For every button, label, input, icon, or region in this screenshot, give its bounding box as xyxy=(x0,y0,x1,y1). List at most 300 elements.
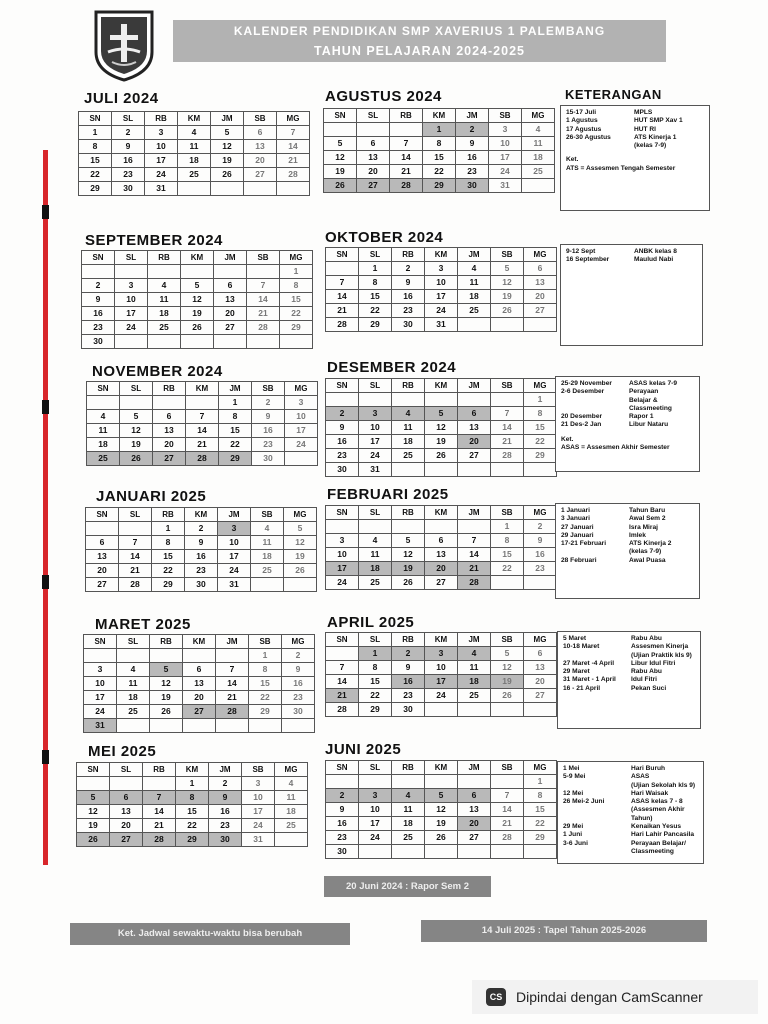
calendar-day xyxy=(216,719,249,733)
calendar-day: 29 xyxy=(176,833,209,847)
note-event: Awal Sem 2 xyxy=(629,515,666,523)
calendar-day: 21 xyxy=(216,691,249,705)
calendar-oktober xyxy=(325,247,557,332)
calendar-day: 26 xyxy=(491,689,524,703)
calendar-day: 3 xyxy=(285,396,318,410)
day-header: RB xyxy=(392,633,425,647)
note-line xyxy=(563,635,695,643)
calendar-day: 23 xyxy=(185,564,218,578)
calendar-day: 12 xyxy=(392,548,425,562)
calendar-day: 7 xyxy=(491,789,524,803)
calendar-day xyxy=(491,775,524,789)
calendar-day xyxy=(82,265,115,279)
calendar-day xyxy=(458,463,491,477)
calendar-day: 24 xyxy=(115,321,148,335)
note-event: Classmeeting xyxy=(631,847,674,855)
calendar-day xyxy=(247,265,280,279)
calendar-day: 5 xyxy=(77,791,110,805)
day-header: KM xyxy=(176,763,209,777)
calendar-day: 17 xyxy=(425,290,458,304)
day-header: SL xyxy=(357,109,390,123)
calendar-day: 4 xyxy=(275,777,308,791)
note-event: Rabu Abu xyxy=(631,668,662,676)
calendar-day: 19 xyxy=(181,307,214,321)
calendar-day: 13 xyxy=(458,421,491,435)
calendar-day: 20 xyxy=(425,562,458,576)
note-line xyxy=(561,380,694,388)
note-line xyxy=(566,142,704,150)
calendar-day: 5 xyxy=(181,279,214,293)
calendar-day: 4 xyxy=(251,522,284,536)
calendar-day: 8 xyxy=(219,410,252,424)
note-line xyxy=(561,540,694,548)
calendar-day: 29 xyxy=(524,449,557,463)
calendar-day: 12 xyxy=(324,151,357,165)
note-date xyxy=(561,397,629,405)
note-line xyxy=(563,848,698,856)
day-header: MG xyxy=(275,763,308,777)
calendar-day: 12 xyxy=(150,677,183,691)
calendar-day xyxy=(524,318,557,332)
day-header: SB xyxy=(244,112,277,126)
calendar-day: 23 xyxy=(326,449,359,463)
day-header: SB xyxy=(247,251,280,265)
calendar-day: 15 xyxy=(79,154,112,168)
calendar-day: 15 xyxy=(219,424,252,438)
calendar-day xyxy=(280,335,313,349)
calendar-day: 18 xyxy=(275,805,308,819)
calendar-day: 23 xyxy=(392,304,425,318)
calendar-day: 15 xyxy=(359,290,392,304)
calendar-day: 7 xyxy=(326,661,359,675)
note-date: 1 Januari xyxy=(561,507,590,514)
calendar-day: 18 xyxy=(392,435,425,449)
calendar-day: 11 xyxy=(392,803,425,817)
calendar-day: 19 xyxy=(491,675,524,689)
calendar-day: 13 xyxy=(86,550,119,564)
calendar-day: 19 xyxy=(150,691,183,705)
note-line xyxy=(563,643,695,651)
calendar-day xyxy=(183,649,216,663)
note-event: ASAS xyxy=(631,773,650,781)
calendar-day: 31 xyxy=(218,578,251,592)
calendar-day: 15 xyxy=(176,805,209,819)
calendar-day xyxy=(119,522,152,536)
day-header: SN xyxy=(87,382,120,396)
calendar-day: 2 xyxy=(252,396,285,410)
day-header: MG xyxy=(524,248,557,262)
calendar-day: 29 xyxy=(249,705,282,719)
day-header: SL xyxy=(359,379,392,393)
day-header: JM xyxy=(219,382,252,396)
calendar-day xyxy=(214,335,247,349)
day-header: MG xyxy=(524,379,557,393)
calendar-day xyxy=(115,265,148,279)
calendar-day: 28 xyxy=(277,168,310,182)
day-header: SN xyxy=(79,112,112,126)
calendar-day: 11 xyxy=(359,548,392,562)
day-header: KM xyxy=(178,112,211,126)
day-header: SN xyxy=(86,508,119,522)
calendar-day: 22 xyxy=(249,691,282,705)
calendar-day: 4 xyxy=(392,789,425,803)
calendar-day: 16 xyxy=(112,154,145,168)
calendar-day: 28 xyxy=(143,833,176,847)
calendar-day: 17 xyxy=(425,675,458,689)
calendar-day: 12 xyxy=(181,293,214,307)
calendar-day: 29 xyxy=(152,578,185,592)
calendar-day: 24 xyxy=(425,304,458,318)
day-header: KM xyxy=(425,506,458,520)
calendar-day: 25 xyxy=(275,819,308,833)
calendar-day: 17 xyxy=(489,151,522,165)
day-header: SN xyxy=(326,506,359,520)
day-header: RB xyxy=(148,251,181,265)
calendar-day: 2 xyxy=(112,126,145,140)
calendar-day: 3 xyxy=(425,262,458,276)
day-header: RB xyxy=(392,506,425,520)
calendar-day: 22 xyxy=(219,438,252,452)
note-line xyxy=(561,436,694,444)
calendar-day: 30 xyxy=(456,179,489,193)
calendar-day xyxy=(491,845,524,859)
calendar-day xyxy=(143,777,176,791)
note-date: 16 - 21 April xyxy=(563,684,601,692)
calendar-day: 19 xyxy=(120,438,153,452)
calendar-day: 5 xyxy=(425,407,458,421)
calendar-day: 13 xyxy=(425,548,458,562)
calendar-day: 13 xyxy=(214,293,247,307)
calendar-day: 22 xyxy=(423,165,456,179)
day-header: SL xyxy=(359,248,392,262)
calendar-day: 22 xyxy=(176,819,209,833)
calendar-day: 2 xyxy=(185,522,218,536)
calendar-day: 25 xyxy=(87,452,120,466)
calendar-day xyxy=(251,578,284,592)
calendar-day: 2 xyxy=(326,789,359,803)
calendar-juni xyxy=(325,760,557,859)
calendar-day: 22 xyxy=(524,817,557,831)
calendar-day: 26 xyxy=(211,168,244,182)
calendar-day: 4 xyxy=(178,126,211,140)
calendar-day: 3 xyxy=(218,522,251,536)
calendar-day: 21 xyxy=(326,689,359,703)
calendar-day: 14 xyxy=(216,677,249,691)
calendar-day xyxy=(458,775,491,789)
day-header: JM xyxy=(458,633,491,647)
note-event: ATS Kinerja 1 xyxy=(634,133,677,141)
note-date: 17 Agustus xyxy=(566,125,602,133)
camscanner-text: Dipindai dengan CamScanner xyxy=(516,989,703,1005)
calendar-day: 11 xyxy=(458,661,491,675)
calendar-day: 11 xyxy=(87,424,120,438)
calendar-mei xyxy=(76,762,308,847)
calendar-day xyxy=(249,719,282,733)
calendar-day: 30 xyxy=(392,318,425,332)
calendar-day: 21 xyxy=(277,154,310,168)
calendar-day: 25 xyxy=(251,564,284,578)
calendar-day xyxy=(120,396,153,410)
day-header: SB xyxy=(491,506,524,520)
day-header: SB xyxy=(251,508,284,522)
calendar-day: 12 xyxy=(491,276,524,290)
calendar-day: 20 xyxy=(244,154,277,168)
day-header: RB xyxy=(392,379,425,393)
day-header: SN xyxy=(326,379,359,393)
calendar-day: 1 xyxy=(524,393,557,407)
calendar-day: 19 xyxy=(425,817,458,831)
calendar-day: 26 xyxy=(77,833,110,847)
calendar-day: 10 xyxy=(326,548,359,562)
day-header: SL xyxy=(359,633,392,647)
note-line xyxy=(563,831,698,839)
day-header: SL xyxy=(112,112,145,126)
calendar-day: 18 xyxy=(251,550,284,564)
calendar-day xyxy=(150,719,183,733)
calendar-day: 20 xyxy=(214,307,247,321)
calendar-day xyxy=(425,703,458,717)
month-title: AGUSTUS 2024 xyxy=(325,88,442,105)
note-date: 27 Januari xyxy=(561,523,594,531)
note-line xyxy=(563,798,698,806)
day-header: MG xyxy=(285,382,318,396)
calendar-day: 16 xyxy=(82,307,115,321)
calendar-day: 1 xyxy=(176,777,209,791)
note-date: ATS = Assesmen Tengah Semester xyxy=(566,164,676,172)
note-date: 5-9 Mei xyxy=(563,773,586,781)
calendar-day: 12 xyxy=(77,805,110,819)
note-line xyxy=(566,165,704,173)
note-date: 2-6 Desember xyxy=(561,388,605,396)
calendar-day: 20 xyxy=(524,675,557,689)
day-header: JM xyxy=(214,251,247,265)
calendar-day: 27 xyxy=(110,833,143,847)
note-event: Perayaan xyxy=(629,388,659,396)
calendar-day: 6 xyxy=(244,126,277,140)
calendar-januari xyxy=(85,507,317,592)
note-line xyxy=(561,507,694,515)
day-header: JM xyxy=(211,112,244,126)
calendar-day: 16 xyxy=(252,424,285,438)
calendar-day: 4 xyxy=(522,123,555,137)
calendar-day: 27 xyxy=(183,705,216,719)
day-header: RB xyxy=(150,635,183,649)
note-line xyxy=(566,134,704,142)
note-event: Pekan Suci xyxy=(631,684,667,692)
calendar-day: 9 xyxy=(456,137,489,151)
calendar-day: 10 xyxy=(242,791,275,805)
day-header: KM xyxy=(181,251,214,265)
calendar-day: 10 xyxy=(115,293,148,307)
calendar-day xyxy=(491,703,524,717)
calendar-day: 5 xyxy=(491,262,524,276)
day-header: KM xyxy=(185,508,218,522)
calendar-day xyxy=(491,318,524,332)
calendar-day: 21 xyxy=(247,307,280,321)
note-line xyxy=(563,668,695,676)
day-header: KM xyxy=(425,633,458,647)
calendar-day xyxy=(458,845,491,859)
note-event xyxy=(573,436,694,444)
calendar-day: 29 xyxy=(280,321,313,335)
calendar-day: 31 xyxy=(84,719,117,733)
calendar-day: 13 xyxy=(357,151,390,165)
note-line xyxy=(561,413,694,421)
calendar-day: 14 xyxy=(491,421,524,435)
calendar-day xyxy=(181,335,214,349)
calendar-day: 14 xyxy=(326,290,359,304)
calendar-day xyxy=(150,649,183,663)
note-date xyxy=(563,652,631,660)
calendar-day: 13 xyxy=(458,803,491,817)
calendar-day xyxy=(84,649,117,663)
calendar-april xyxy=(325,632,557,717)
day-header: KM xyxy=(423,109,456,123)
calendar-day: 25 xyxy=(458,304,491,318)
calendar-day: 7 xyxy=(119,536,152,550)
calendar-day: 2 xyxy=(456,123,489,137)
calendar-day: 9 xyxy=(392,276,425,290)
calendar-day: 14 xyxy=(119,550,152,564)
calendar-day: 16 xyxy=(282,677,315,691)
calendar-day: 5 xyxy=(150,663,183,677)
calendar-day: 10 xyxy=(145,140,178,154)
calendar-day: 7 xyxy=(491,407,524,421)
calendar-day: 30 xyxy=(392,703,425,717)
note-event: Imlek xyxy=(629,531,646,539)
calendar-day: 31 xyxy=(489,179,522,193)
calendar-day: 18 xyxy=(359,562,392,576)
note-line xyxy=(563,765,698,773)
calendar-day: 6 xyxy=(183,663,216,677)
calendar-day xyxy=(491,576,524,590)
calendar-day: 10 xyxy=(84,677,117,691)
page-header xyxy=(173,20,666,62)
calendar-day xyxy=(86,522,119,536)
calendar-day: 15 xyxy=(249,677,282,691)
calendar-day: 1 xyxy=(423,123,456,137)
calendar-day: 9 xyxy=(185,536,218,550)
calendar-day: 3 xyxy=(115,279,148,293)
calendar-day: 26 xyxy=(425,449,458,463)
day-header: RB xyxy=(390,109,423,123)
new-year-banner: 14 Juli 2025 : Tapel Tahun 2025-2026 xyxy=(421,920,707,942)
calendar-day: 1 xyxy=(491,520,524,534)
note-date xyxy=(563,782,631,790)
calendar-day: 8 xyxy=(280,279,313,293)
calendar-day xyxy=(148,335,181,349)
calendar-day xyxy=(211,182,244,196)
note-line xyxy=(561,524,694,532)
calendar-day xyxy=(522,179,555,193)
calendar-day: 29 xyxy=(359,318,392,332)
calendar-day: 1 xyxy=(249,649,282,663)
day-header: SB xyxy=(491,379,524,393)
calendar-day xyxy=(326,393,359,407)
note-date xyxy=(563,806,631,823)
calendar-day: 22 xyxy=(524,435,557,449)
calendar-day: 20 xyxy=(183,691,216,705)
note-line xyxy=(566,126,704,134)
month-title: MEI 2025 xyxy=(88,743,157,760)
calendar-day: 8 xyxy=(152,536,185,550)
calendar-day: 5 xyxy=(324,137,357,151)
calendar-day: 16 xyxy=(524,548,557,562)
calendar-day: 11 xyxy=(178,140,211,154)
calendar-day: 21 xyxy=(491,817,524,831)
month-title: NOVEMBER 2024 xyxy=(92,363,223,380)
calendar-day: 29 xyxy=(79,182,112,196)
calendar-day: 10 xyxy=(489,137,522,151)
calendar-day: 26 xyxy=(425,831,458,845)
calendar-day xyxy=(186,396,219,410)
note-date: 27 Maret -4 April xyxy=(563,659,615,667)
calendar-day: 16 xyxy=(185,550,218,564)
day-header: JM xyxy=(458,506,491,520)
calendar-day: 6 xyxy=(110,791,143,805)
calendar-day: 1 xyxy=(359,647,392,661)
calendar-day xyxy=(181,265,214,279)
calendar-day: 19 xyxy=(211,154,244,168)
day-header: SB xyxy=(242,763,275,777)
calendar-day xyxy=(425,775,458,789)
note-line xyxy=(563,823,698,831)
calendar-day: 15 xyxy=(423,151,456,165)
calendar-day: 31 xyxy=(359,463,392,477)
note-event: Idul Fitri xyxy=(631,676,658,684)
note-date: 3-6 Juni xyxy=(563,839,588,847)
calendar-day: 3 xyxy=(359,789,392,803)
calendar-day: 15 xyxy=(280,293,313,307)
calendar-day: 30 xyxy=(185,578,218,592)
calendar-day: 23 xyxy=(209,819,242,833)
day-header: SL xyxy=(359,761,392,775)
calendar-day: 14 xyxy=(458,548,491,562)
calendar-day xyxy=(491,393,524,407)
day-header: SN xyxy=(84,635,117,649)
note-event: (kelas 7-9) xyxy=(634,142,667,150)
calendar-day: 20 xyxy=(357,165,390,179)
calendar-day xyxy=(216,649,249,663)
calendar-day: 9 xyxy=(282,663,315,677)
calendar-day: 9 xyxy=(392,661,425,675)
calendar-maret xyxy=(83,634,315,733)
note-date: 12 Mei xyxy=(563,789,584,797)
calendar-day xyxy=(425,393,458,407)
calendar-day xyxy=(458,703,491,717)
calendar-day: 30 xyxy=(282,705,315,719)
note-event: MPLS xyxy=(634,109,653,116)
day-header: SN xyxy=(326,633,359,647)
calendar-day: 19 xyxy=(77,819,110,833)
calendar-day: 25 xyxy=(178,168,211,182)
calendar-day: 11 xyxy=(251,536,284,550)
calendar-day: 18 xyxy=(458,290,491,304)
calendar-day: 12 xyxy=(491,661,524,675)
day-header: SN xyxy=(326,761,359,775)
calendar-day: 31 xyxy=(242,833,275,847)
calendar-day xyxy=(148,265,181,279)
day-header: JM xyxy=(458,248,491,262)
calendar-day xyxy=(425,463,458,477)
calendar-day: 26 xyxy=(120,452,153,466)
day-header: RB xyxy=(392,761,425,775)
day-header: SL xyxy=(117,635,150,649)
calendar-day: 17 xyxy=(145,154,178,168)
notes-box xyxy=(557,631,701,729)
calendar-day: 4 xyxy=(458,647,491,661)
calendar-day: 18 xyxy=(117,691,150,705)
